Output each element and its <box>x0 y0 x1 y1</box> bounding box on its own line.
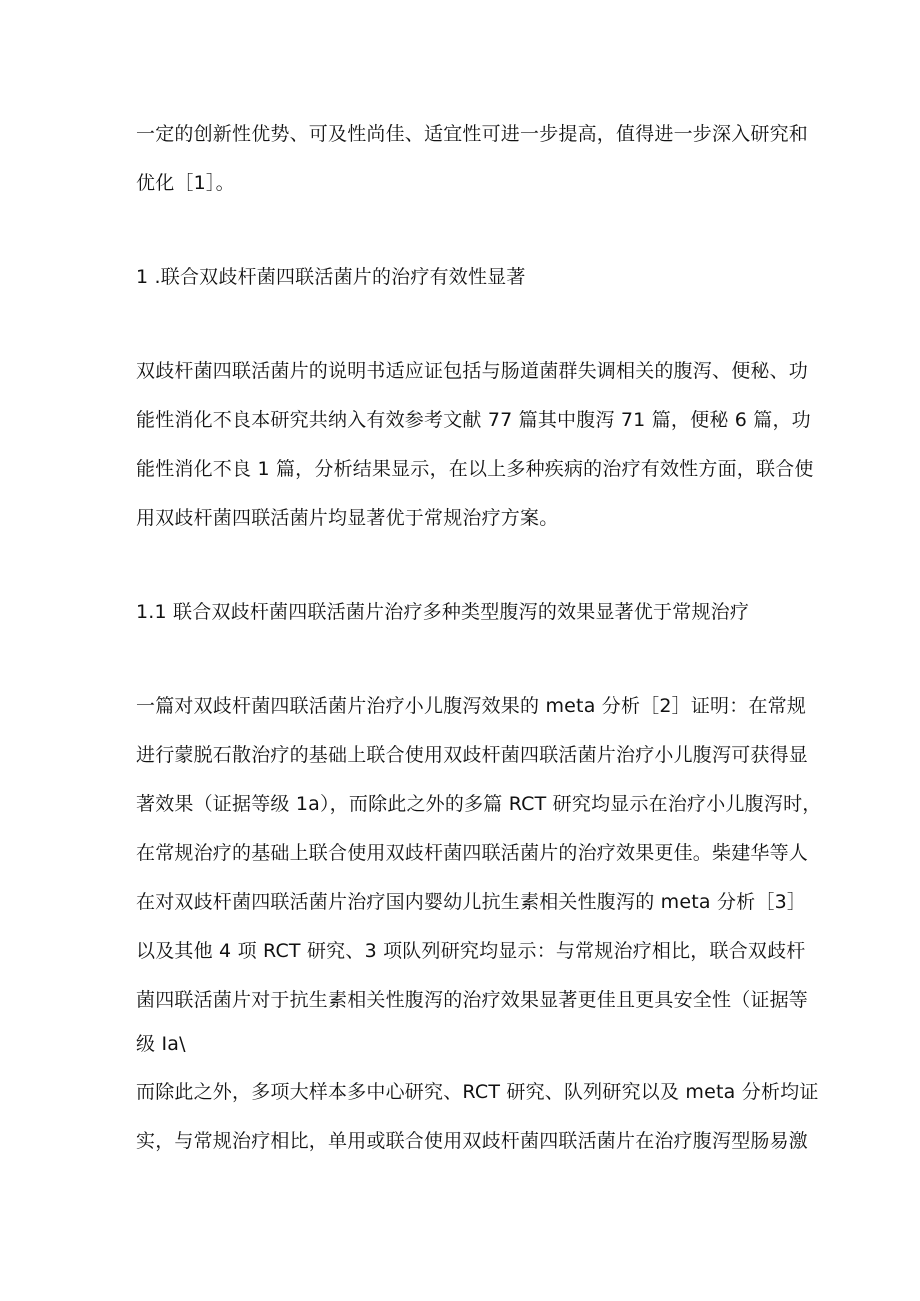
paragraph-line: 用双歧杆菌四联活菌片均显著优于常规治疗方案。 <box>136 507 559 529</box>
paragraph-line: 以及其他 4 项 RCT 研究、3 项队列研究均显示：与常规治疗相比，联合双歧杆 <box>136 940 806 962</box>
paragraph-line: 一篇对双歧杆菌四联活菌片治疗小儿腹泻效果的 meta 分析［2］证明：在常规 <box>136 695 807 717</box>
paragraph-line: 在常规治疗的基础上联合使用双歧杆菌四联活菌片的治疗效果更佳。柴建华等人 <box>136 842 809 864</box>
paragraph-line: 著效果（证据等级 1a），而除此之外的多篇 RCT 研究均显示在治疗小儿腹泻时， <box>136 793 822 815</box>
paragraph-line: 双歧杆菌四联活菌片的说明书适应证包括与肠道菌群失调相关的腹泻、便秘、功 <box>136 360 809 382</box>
paragraph-line: 优化［1］。 <box>136 172 235 194</box>
paragraph-line: 实，与常规治疗相比，单用或联合使用双歧杆菌四联活菌片在治疗腹泻型肠易激 <box>136 1130 809 1152</box>
paragraph-line: 菌四联活菌片对于抗生素相关性腹泻的治疗效果显著更佳且更具安全性（证据等 <box>136 989 809 1011</box>
subsection-heading: 1.1 联合双歧杆菌四联活菌片治疗多种类型腹泻的效果显著优于常规治疗 <box>136 601 750 623</box>
paragraph-line: 能性消化不良 1 篇，分析结果显示，在以上多种疾病的治疗有效性方面，联合使 <box>136 458 814 480</box>
paragraph-line: 进行蒙脱石散治疗的基础上联合使用双歧杆菌四联活菌片治疗小儿腹泻可获得显 <box>136 744 809 766</box>
paragraph-line: 一定的创新性优势、可及性尚佳、适宜性可进一步提高，值得进一步深入研究和 <box>136 123 809 145</box>
paragraph-line: 能性消化不良本研究共纳入有效参考文献 77 篇其中腹泻 71 篇，便秘 6 篇，功 <box>136 409 811 431</box>
section-heading: 1 .联合双歧杆菌四联活菌片的治疗有效性显著 <box>136 266 526 288</box>
paragraph-line: 而除此之外，多项大样本多中心研究、RCT 研究、队列研究以及 meta 分析均证 <box>136 1081 819 1103</box>
paragraph-line: 级 Ia\ <box>136 1033 186 1055</box>
paragraph-line: 在对双歧杆菌四联活菌片治疗国内婴幼儿抗生素相关性腹泻的 meta 分析［3］ <box>136 891 807 913</box>
